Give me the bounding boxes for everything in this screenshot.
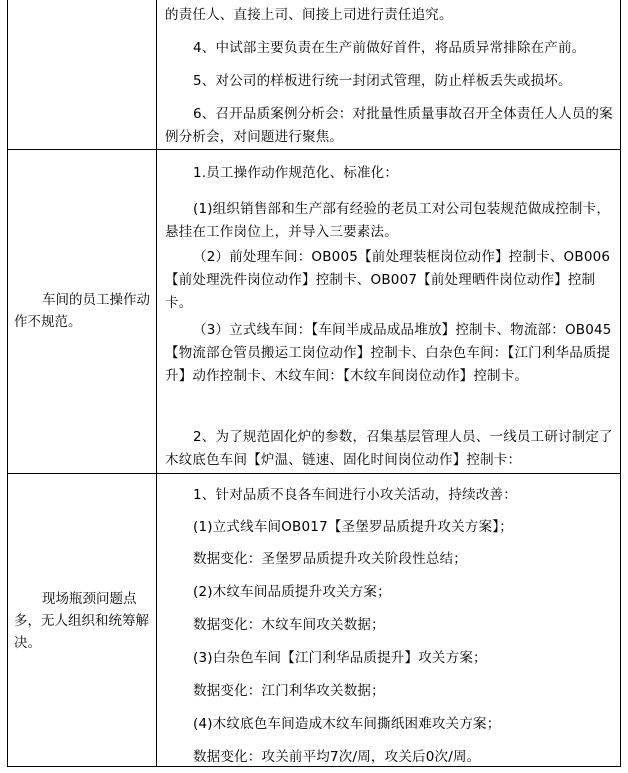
paragraph: 1、针对品质不良各车间进行小攻关活动，持续改善： (193, 487, 517, 503)
row-3-label (8, 588, 156, 654)
row-3-label-text: 现场瓶颈问题点多，无人组织和统筹解决。 (14, 591, 149, 651)
row-divider-2 (8, 473, 620, 474)
paragraph: (3)白杂色车间【江门利华品质提升】攻关方案； (193, 650, 487, 666)
paragraph: 数据变化：圣堡罗品质提升攻关阶段性总结； (193, 551, 467, 567)
paragraph: 数据变化：木纹车间攻关数据； (193, 617, 385, 633)
paragraph: 2、为了规范固化炉的参数，召集基层管理人员、一线员工研讨制定了木纹底色车间【炉温、链速、固化时间岗位动作】控制卡： (165, 429, 613, 468)
paragraph: 6、召开品质案例分析会：对批量性质量事故召开全体责任人人员的案例分析会，对问题进行聚焦。 (165, 106, 613, 145)
row-divider-1 (8, 149, 620, 150)
paragraph: 5、对公司的样板进行统一封闭式管理，防止样板丢失或损坏。 (193, 73, 572, 89)
row-2-label (8, 289, 156, 333)
paragraph: (1)立式线车间OB017【圣堡罗品质提升攻关方案】； (193, 519, 513, 535)
paragraph: （3）立式线车间：【车间半成品成品堆放】控制卡、物流部：OB045【物流部仓管员搬运工岗位动作】控制卡、白杂色车间：【江门利华品质提升】动作控制卡、木纹车间：【木纹车间岗位动作】控制卡。 (165, 322, 612, 384)
table (7, 0, 621, 767)
paragraph: 4、中试部主要负责在生产前做好首件，将品质异常排除在产前。 (193, 40, 586, 56)
paragraph: 数据变化：攻关前平均7次/周，攻关后0次/周。 (193, 749, 481, 765)
paragraph: (1)组织销售部和生产部有经验的老员工对公司包装规范做成控制卡，悬挂在工作岗位上，并导入三要素法。 (165, 201, 611, 240)
paragraph: 数据变化：江门利华攻关数据； (193, 683, 385, 699)
column-divider (156, 0, 157, 766)
paragraph: (2)木纹车间品质提升攻关方案； (193, 584, 391, 600)
paragraph: 的责任人、直接上司、间接上司进行责任追究。 (165, 7, 453, 23)
row-2-label-text: 车间的员工操作动作不规范。 (14, 292, 150, 330)
paragraph: （2）前处理车间：OB005【前处理装框岗位动作】控制卡、OB006【前处理洗件岗位动作】控制卡、OB007【前处理晒件岗位动作】控制卡。 (165, 249, 611, 311)
paragraph: 1.员工操作动作规范化、标准化： (193, 165, 399, 181)
paragraph: (4)木纹底色车间造成木纹车间撕纸困难攻关方案； (193, 716, 501, 732)
